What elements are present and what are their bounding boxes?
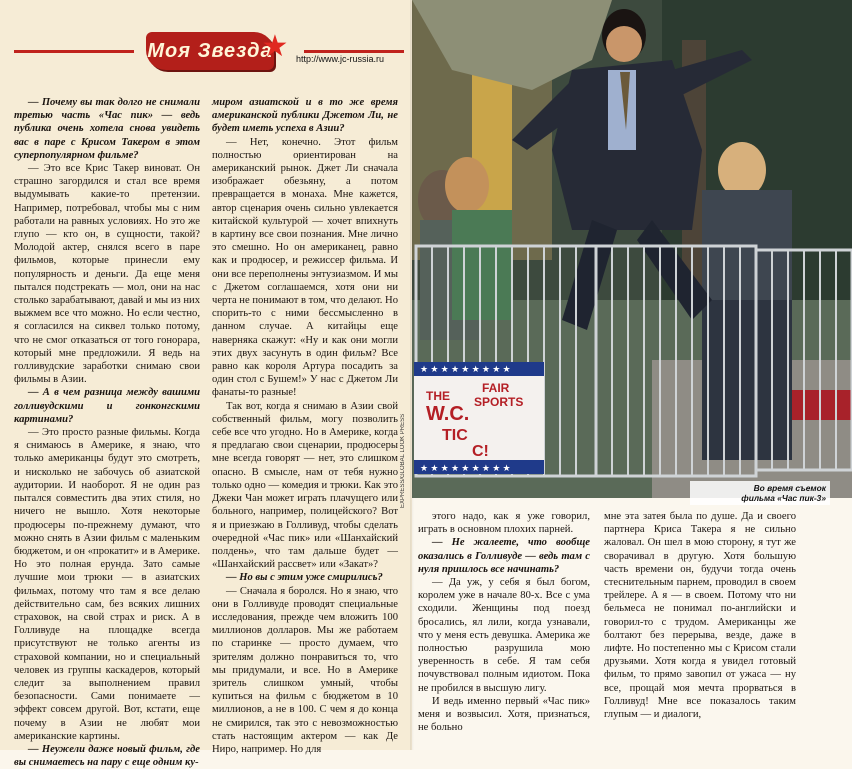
section-header bbox=[14, 30, 406, 74]
header-rule-right bbox=[304, 50, 404, 53]
article-column-4 bbox=[604, 510, 796, 721]
interview-question: — Почему вы так долго не снимали третью часть «Час пик» — ведь публика очень хотела снова увидеть вас в паре с Крисом Такером в этом суперпопулярном фильме? bbox=[14, 97, 200, 161]
article-photo bbox=[412, 0, 852, 498]
article-column-2 bbox=[212, 96, 398, 756]
sign-text-line: FAIR bbox=[482, 381, 510, 395]
interview-answer: — Сначала я боролся. Но я знаю, что они в Голливуде проводят специальные исследования, прежде чем вложить 100 миллионов долларов. Мы же работаем по старинке — просто думаем, что зрителям должно понравиться то, что мы придумали, и все. Но в Америке зритель слишком умный, чтобы купиться на фильм с бюджетом в 10 миллионов, а не в 100. С чем я до конца не смирился, так это с невозможностью стать настоящим актером — как Де Ниро, например. Но для bbox=[212, 585, 398, 755]
interview-answer: Так вот, когда я снимаю в Азии свой собственный фильм, могу позволить себе все что угодно. Но в Америке, когда я предлагаю свои сценарии, продюсеры мне всегда говорят — нет, это слишком опасно. В смысле, нам от тебя нужно только одно — комедия и трюки. Как это Джеки Чан может играть плачущего или больного, например, полицейского? Вот я и приезжаю в Голливуд, чтобы сделать очередной «Час пик» или «Шанхайский полдень», что там дальше будет — «Шанхайский рассвет» или «Закат»? bbox=[212, 400, 398, 571]
sign-text-line: SPORTS bbox=[474, 395, 524, 409]
caption-line-2: фильма «Час пик-3» bbox=[741, 493, 826, 503]
photo-credit: EXPRESS/GLOBAL LOOK PRESS bbox=[400, 413, 406, 508]
interview-question: — Неужели даже новый фильм, где вы снимаетесь на пару с еще одним ку- bbox=[14, 743, 200, 769]
article-column-3 bbox=[418, 510, 590, 734]
interview-answer: — Это просто разные фильмы. Когда я снимаюсь в Америке, я знаю, что только американцы будут это смотреть, и нисколько не забочусь об азиатской аудитории. И наоборот. Я не один раз пытался совместить два этих стиля, но ничего не вышло. Хотя некоторые продюсеры по-прежнему думают, что можно снять в Азии фильм с маленьким бюджетом, и он «прокатит» и в Америке. Но это полная ерунда. Зато самые лучшие мои трюки — в азиатских фильмах, потому что там я все делаю действительно сам, без всяких лишних страховок, на свой страх и риск. А в Голливуде на площадке всегда присутствуют не только агенты из страховой компании, но и специальный человек из группы каскадеров, который следит за выполнением правил безопасности. Сами понимаете — эффект совсем другой. Вот, кстати, еще почему в Азии не любят мои американские картины. bbox=[14, 427, 200, 742]
interview-answer: этого надо, как я уже говорил, играть в основном плохих парней. bbox=[418, 511, 590, 536]
interview-answer: мне эта затея была по душе. Да и своего партнера Криса Такера я не сильно жаловал. Он шел в мою сторону, я тут же сворачивал в другую. Хотя большую часть времени он, будучи тогда очень стеснительным парнем, проводил в своем трейлере. А я — в своем. Потому что ни бельмеса не понимал по-английски и говорил-то с трудом. Американцы же болтают без перерыва, везде, даже в лифте. Но постепенно мы с Крисом стали друзьями. Хотя когда я увидел готовый фильм, то прямо завопил от ужаса — ну все, прощай моя мечта прорваться в Голливуд! Мне все показалось таким глупым — и диалоги, bbox=[604, 511, 796, 721]
site-url[interactable]: http://www.jc-russia.ru bbox=[296, 54, 385, 64]
svg-text:★ ★ ★ ★ ★ ★ ★ ★ ★: ★ ★ ★ ★ ★ ★ ★ ★ ★ bbox=[420, 463, 511, 473]
interview-answer: — Да уж, у себя я был богом, королем уже в начале 80-х. Все с ума сходили. Женщины под поезд бросались, ял лили, когда узнавали, что у меня есть девушка. Америка же полностью разрушила мою уверенность в себе. Я там себя почувствовал полным идиотом. Пока не пробился в высшую лигу. bbox=[418, 577, 590, 694]
sign-text-line: C! bbox=[472, 443, 489, 460]
photo-caption bbox=[690, 481, 830, 505]
header-rule-left bbox=[14, 50, 134, 53]
section-logo: Моя Звезда bbox=[146, 32, 274, 70]
interview-question: — Но вы с этим уже смирились? bbox=[226, 572, 383, 584]
svg-text:★ ★ ★ ★ ★ ★ ★ ★ ★: ★ ★ ★ ★ ★ ★ ★ ★ ★ bbox=[420, 364, 511, 374]
caption-line-1: Во время съемок bbox=[753, 483, 826, 493]
interview-question: — Не жалеете, что вообще оказались в Голливуде — ведь там с нуля пришлось все начинать? bbox=[418, 537, 590, 575]
sign-text-line: TIC bbox=[442, 427, 468, 444]
interview-question: — А в чем разница между вашими голливудскими и гонконгскими картинами? bbox=[14, 387, 200, 425]
article-column-1 bbox=[14, 96, 200, 769]
interview-answer: — Нет, конечно. Этот фильм полностью ориентирован на американский рынок. Джет Ли сначала изображает обезьяну, а потом превращается в монаха. Мне кажется, автор сценария очень сильно увлекается китайской культурой — хочет впихнуть в картину все свои познания. Мне лично это смешно. Но он американец, равно как и продюсер, и режиссер фильма. И они все переполнены энтузиазмом. И мы с Джетом соглашаемся, хотя они ни черта не понимают в том, что делают. Но спорить-то с ними бессмысленно в данном случае. А китайцы еще наверняка скажут: «Ну и как они могли этих двух засунуть в один фильм? Все равно как короля Артура посадить за один стол с Бушем!» У нас с Джетом Ли фанаты-то разные! bbox=[212, 136, 398, 399]
sign-text-line: THE bbox=[426, 389, 450, 403]
interview-question: миром азиатской и в то же время американской публики Джетом Ли, не будет иметь успеха в Азии? bbox=[212, 97, 398, 135]
interview-answer: И ведь именно первый «Час пик» меня и возвысил. Хотя, признаться, не больно bbox=[418, 695, 590, 734]
star-icon: ★ bbox=[261, 30, 289, 63]
interview-answer: — Это все Крис Такер виноват. Он страшно загордился и стал все время выдумывать какие-то претензии. Например, потребовал, чтобы мы с ним работали на равных условиях. Но это же глупо — кто он, в сущности, такой? Молодой актер, снялся всего в паре фильмов, которые принесли ему популярность и деньги. Да еще меня пытался подстрекать — мол, они на нас столько зарабатывают, давай и мы из них выжмем все что можно. Но если честно, я согласился на сиквел только потому, что не смог отказаться от того гонорара, который мне предложили. Я ведь на голливудские заработки снимаю свои фильмы в Азии. bbox=[14, 163, 200, 386]
sign-text-line: W.C. bbox=[426, 403, 470, 425]
page-fold bbox=[410, 0, 414, 750]
